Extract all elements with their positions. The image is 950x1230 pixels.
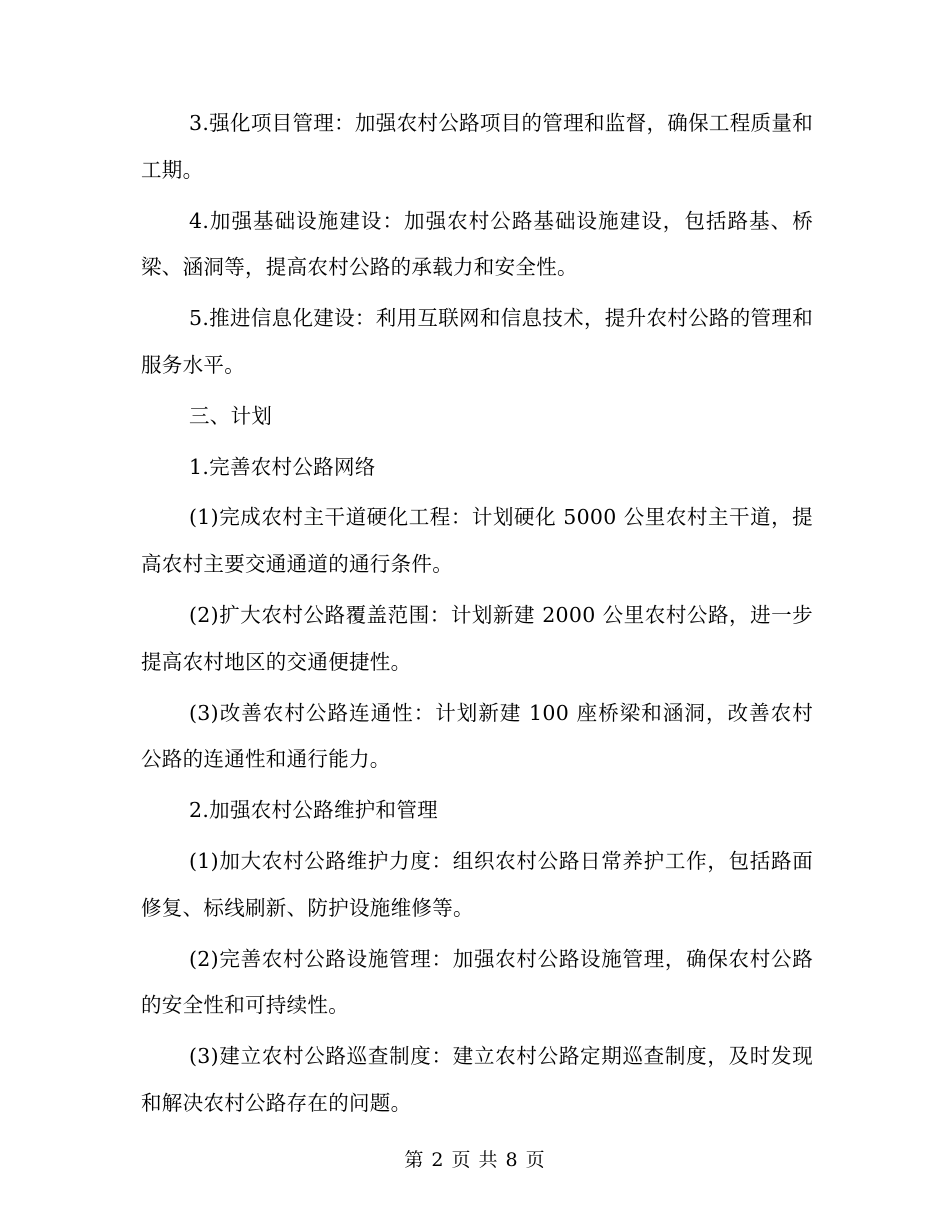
- section-heading-plan: 三、计划: [189, 403, 273, 428]
- paragraph-item-5: 5.推进信息化建设：利用互联网和信息技术，提升农村公路的管理和服务水平。: [141, 306, 813, 377]
- paragraph-maintenance-1: (1)加大农村公路维护力度：组织农村公路日常养护工作，包括路面修复、标线刷新、防护设施维修等。: [141, 848, 813, 920]
- paragraph-network-2: (2)扩大农村公路覆盖范围：计划新建 2000 公里农村公路，进一步提高农村地区的交通便捷性。: [141, 602, 813, 674]
- paragraph-maintenance-3: (3)建立农村公路巡查制度：建立农村公路定期巡查制度，及时发现和解决农村公路存在的问题。: [141, 1044, 813, 1115]
- subsection-heading-network: 1.完善农村公路网络: [189, 454, 376, 479]
- subsection-heading-maintenance: 2.加强农村公路维护和管理: [189, 798, 438, 823]
- document-body: [141, 100, 813, 1131]
- paragraph-network-1: (1)完成农村主干道硬化工程：计划硬化 5000 公里农村主干道，提高农村主要交通通道的通行条件。: [141, 505, 813, 577]
- paragraph-network-3: (3)改善农村公路连通性：计划新建 100 座桥梁和涵洞，改善农村公路的连通性和通行能力。: [141, 700, 813, 772]
- paragraph-maintenance-2: (2)完善农村公路设施管理：加强农村公路设施管理，确保农村公路的安全性和可持续性。: [141, 946, 813, 1018]
- page-number-footer: 第 2 页 共 8 页: [404, 1149, 546, 1171]
- paragraph-item-4: 4.加强基础设施建设：加强农村公路基础设施建设，包括路基、桥梁、涵洞等，提高农村公路的承载力和安全性。: [141, 208, 813, 280]
- paragraph-item-3: 3.强化项目管理：加强农村公路项目的管理和监督，确保工程质量和工期。: [141, 111, 813, 182]
